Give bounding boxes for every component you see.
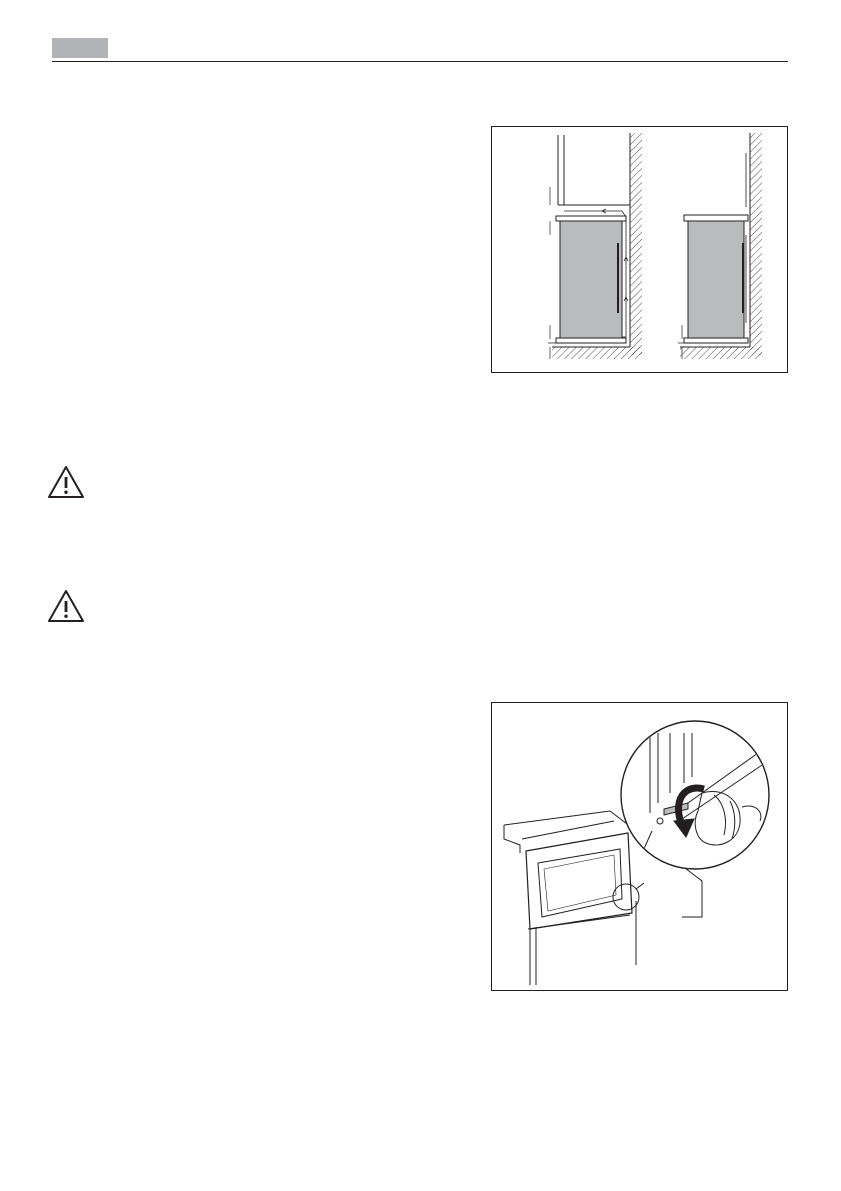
wall-hatch-left xyxy=(630,133,642,355)
door-removal-figure xyxy=(491,702,788,991)
header-section-tab xyxy=(52,38,108,58)
wall-hatch-right xyxy=(750,133,762,355)
clearance-diagram-illustration xyxy=(492,127,787,372)
floor-hatch-left xyxy=(552,347,642,359)
warning-triangle-icon xyxy=(46,588,86,624)
appliance-left xyxy=(560,220,622,339)
door-seal-removal-illustration xyxy=(492,703,787,990)
header-rule xyxy=(52,61,788,62)
clearance-diagram-figure xyxy=(491,126,788,373)
warning-triangle-icon xyxy=(46,464,86,500)
floor-hatch-right xyxy=(680,347,762,359)
appliance-right xyxy=(688,221,744,339)
